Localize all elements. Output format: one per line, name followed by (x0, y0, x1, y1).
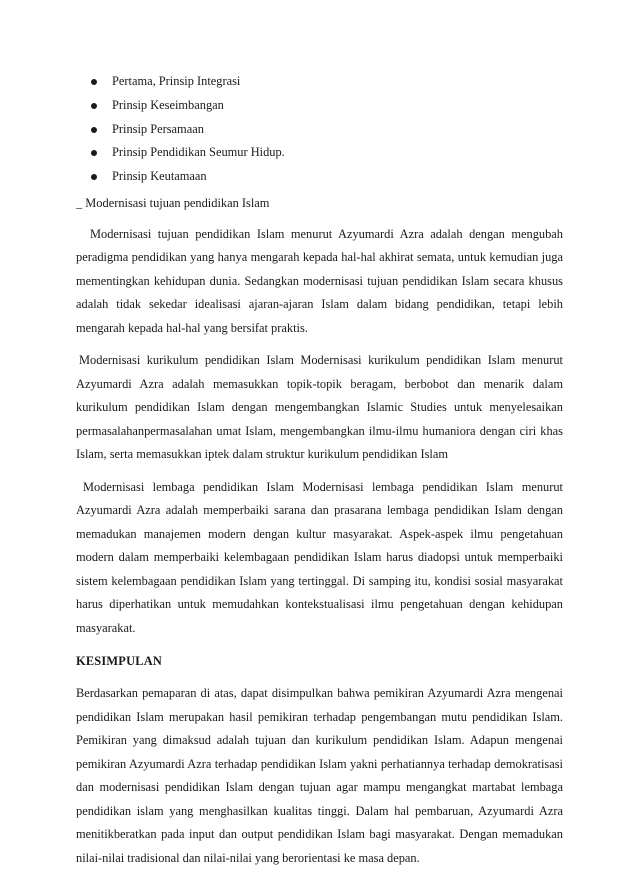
document-page (76, 70, 563, 870)
paragraph-conclusion: Berdasarkan pemaparan di atas, dapat disimpulkan bahwa pemikiran Azyumardi Azra mengenai pendidikan Islam merupakan hasil pemikiran terhadap pengembangan mutu pendidikan Islam. Pemikiran yang dimaksud adalah tujuan dan kurikulum pendidikan Islam. Adapun mengenai pemikiran Azyumardi Azra terhadap pendidikan Islam yakni perhatiannya terhadap demokratisasi dan modernisasi pendidikan Islam dengan tujuan agar mampu mengangkat martabat lembaga pendidikan islam yang menghasilkan kualitas tinggi. Dalam hal pembaruan, Azyumardi Azra menitikberatkan pada input dan output pendidikan Islam bagi masyarakat. Dengan memadukan nilai-nilai tradisional dan nilai-nilai yang berorientasi ke masa depan. (76, 686, 563, 865)
bullet-icon (91, 150, 97, 156)
section-title: KESIMPULAN (76, 654, 162, 669)
subheading: _ Modernisasi tujuan pendidikan Islam (76, 195, 270, 210)
principles-list (76, 70, 563, 189)
list-item-text: Prinsip Pendidikan Seumur Hidup. (112, 145, 285, 160)
list-item (76, 118, 563, 142)
paragraph-tujuan: Modernisasi tujuan pendidikan Islam menurut Azyumardi Azra adalah dengan mengubah peradigma pendidikan yang hanya mengarah kepada hal-hal akhirat semata, untuk kemudian juga mementingkan kehidupan dunia. Sedangkan modernisasi tujuan pendidikan Islam secara khusus adalah tidak sekedar idealisasi ajaran-ajaran Islam dalam bidang pendidikan, tetapi lebih mengarah kepada hal-hal yang bersifat praktis. (76, 226, 563, 335)
list-item-text: Prinsip Persamaan (112, 121, 204, 136)
bullet-icon (91, 127, 97, 133)
list-item-text: Prinsip Keseimbangan (112, 97, 224, 112)
paragraph-lembaga: Modernisasi lembaga pendidikan Islam Modernisasi lembaga pendidikan Islam menurut Azyumardi Azra adalah memperbaiki sarana dan prasarana lembaga pendidikan Islam dengan memadukan manajemen modern dengan kultur masyarakat. Aspek-aspek ilmu pengetahuan modern dalam memperbaiki kelembagaan pendidikan Islam harus diadopsi untuk memperbaiki sistem kelembagaan pendidikan Islam yang tertinggal. Di samping itu, kondisi sosial masyarakat harus diperhatikan untuk memudahkan kontekstualisasi ilmu pengetahuan dengan kehidupan masyarakat. (76, 479, 563, 635)
list-item (76, 70, 563, 94)
list-item-text: Prinsip Keutamaan (112, 169, 207, 184)
list-item (76, 94, 563, 118)
list-item-text: Pertama, Prinsip Integrasi (112, 74, 241, 88)
bullet-icon (91, 174, 97, 180)
list-item (76, 165, 563, 189)
list-item (76, 141, 563, 165)
bullet-icon (91, 79, 97, 85)
paragraph-kurikulum: Modernisasi kurikulum pendidikan Islam Modernisasi kurikulum pendidikan Islam menurut Azyumardi Azra adalah memasukkan topik-topik beragam, berbobot dan menarik dalam kurikulum pendidikan Islam dengan mengembangkan Islamic Studies untuk menyelesaikan permasalahanpermasalahan umat Islam, mengembangkan ilmu-ilmu humaniora dengan ciri khas Islam, serta memasukkan iptek dalam struktur kurikulum pendidikan Islam (76, 353, 563, 462)
bullet-icon (91, 103, 97, 109)
